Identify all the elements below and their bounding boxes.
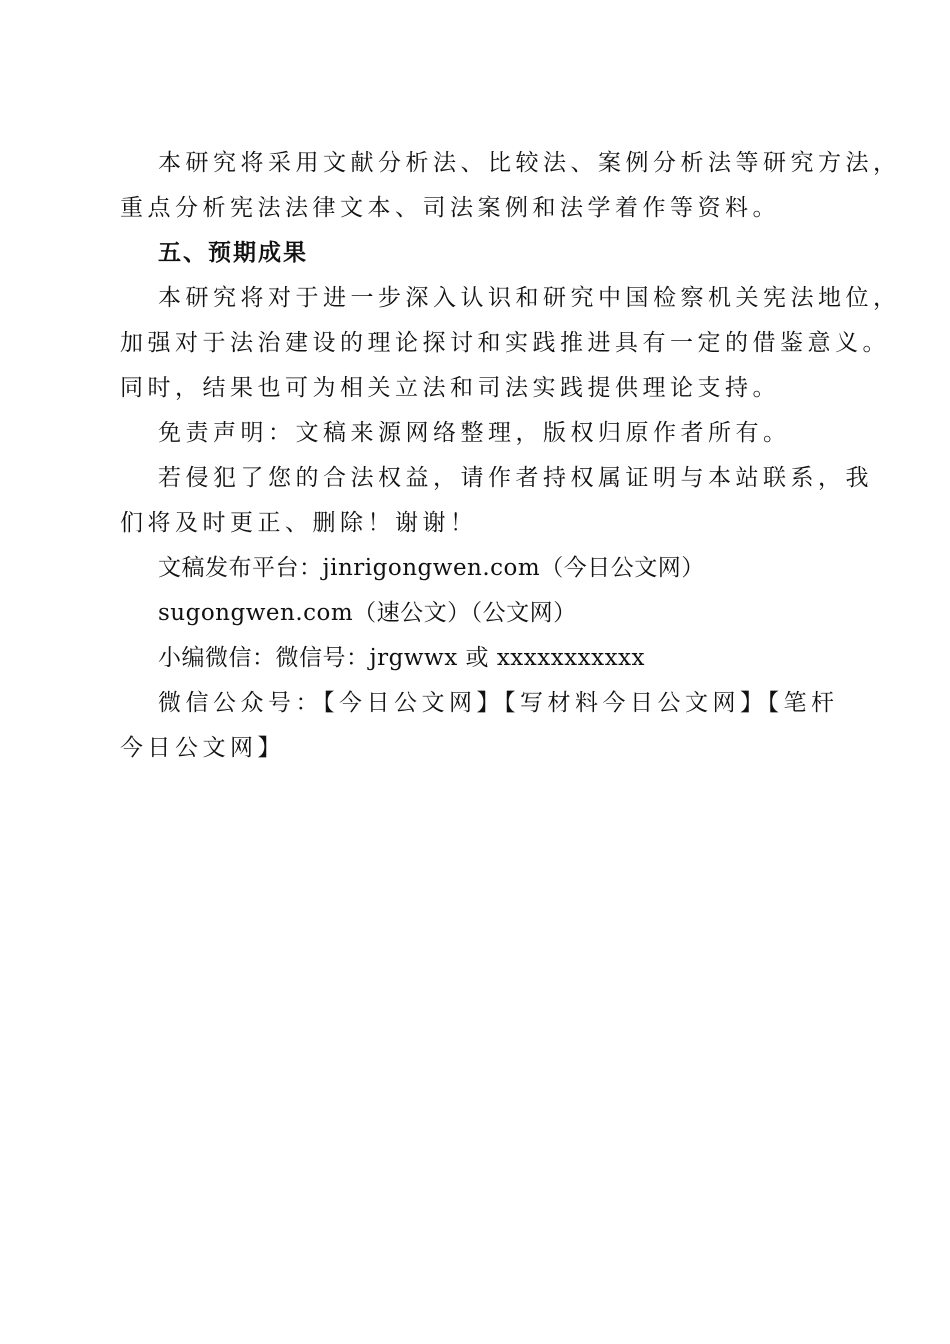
- disclaimer-line: 免责声明：文稿来源网络整理，版权归原作者所有。: [158, 420, 791, 446]
- infringement-notice-line-1: 若侵犯了您的合法权益，请作者持权属证明与本站联系，我: [158, 465, 873, 491]
- wechat-account-line-2: 今日公文网】: [120, 735, 285, 761]
- infringement-notice-line-2: 们将及时更正、删除！谢谢！: [120, 510, 478, 536]
- document-page: [120, 141, 901, 771]
- editor-wechat-line: 小编微信：微信号：jrgwwx 或 xxxxxxxxxxx: [158, 645, 645, 671]
- paragraph-methods-line-2: 重点分析宪法法律文本、司法案例和法学着作等资料。: [120, 195, 780, 221]
- paragraph-methods-line-1: 本研究将采用文献分析法、比较法、案例分析法等研究方法，: [158, 150, 901, 176]
- wechat-account-line-1: 微信公众号：【今日公文网】【写材料今日公文网】【笔杆: [158, 690, 839, 716]
- paragraph-results-line-3: 同时，结果也可为相关立法和司法实践提供理论支持。: [120, 375, 780, 401]
- publish-platform-line-2: sugongwen.com（速公文）（公文网）: [158, 600, 577, 626]
- publish-platform-line-1: 文稿发布平台：jinrigongwen.com（今日公文网）: [158, 555, 705, 581]
- paragraph-results-line-1: 本研究将对于进一步深入认识和研究中国检察机关宪法地位，: [158, 285, 901, 311]
- paragraph-results-line-2: 加强对于法治建设的理论探讨和实践推进具有一定的借鉴意义。: [120, 330, 890, 356]
- section-heading: 五、预期成果: [158, 240, 308, 266]
